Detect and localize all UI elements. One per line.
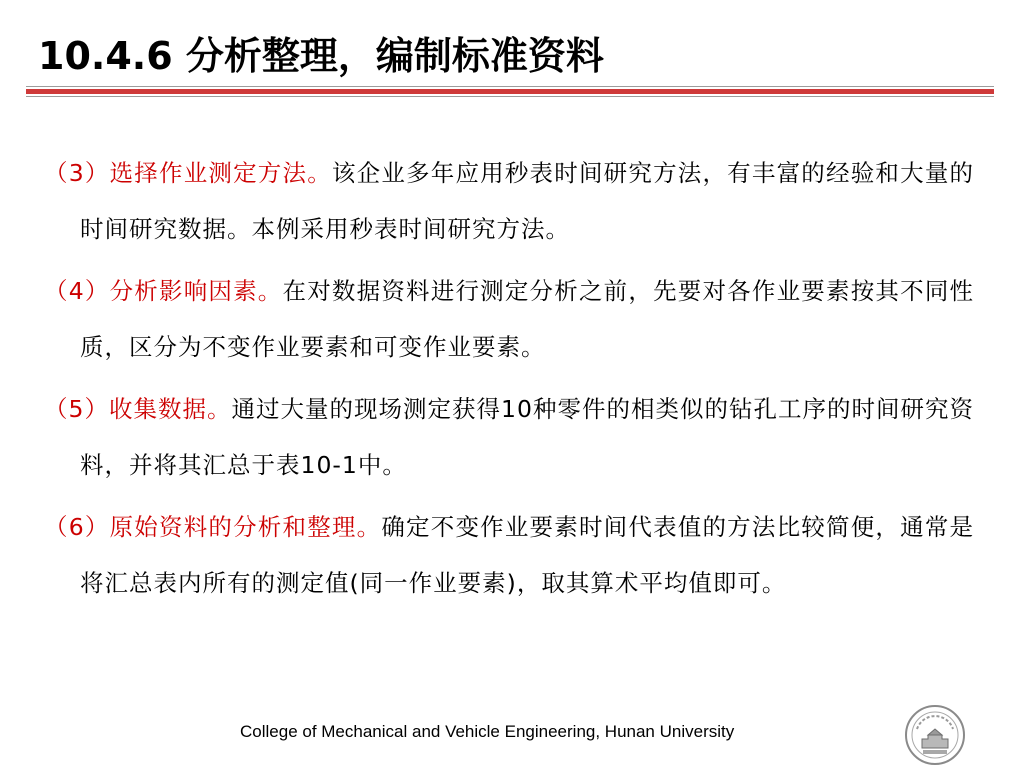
step-5-heading: 收集数据。 [108,395,232,423]
paragraph-step-3 [44,145,974,257]
step-4-body: 在对数据资料进行测定分析之前，先要对各作业要素按其不同性质，区分为不变作业要素和可变作业要素。 [80,277,975,361]
step-5-body: 通过大量的现场测定获得10种零件的相类似的钻孔工序的时间研究资料，并将其汇总于表10-1中。 [80,395,975,479]
title-divider-top [26,86,994,87]
paragraph-step-5 [44,381,974,493]
slide-body [44,145,974,617]
step-3-number: （3） [44,159,110,187]
title-divider-accent [26,89,994,94]
footer-institution: College of Mechanical and Vehicle Engineering, Hunan University [240,722,735,741]
title-divider-bottom [26,96,994,97]
step-4-number: （4） [44,277,110,305]
step-6-heading: 原始资料的分析和整理。 [109,513,382,541]
university-seal-icon [904,704,966,766]
step-3-body: 该企业多年应用秒表时间研究方法，有丰富的经验和大量的时间研究数据。本例采用秒表时间研究方法。 [80,159,975,243]
step-4-heading: 分析影响因素。 [109,277,283,305]
paragraph-step-4 [44,263,974,375]
step-5-number: （5） [44,395,109,423]
step-6-number: （6） [44,513,110,541]
step-3-heading: 选择作业测定方法。 [109,159,332,187]
slide-title: 10.4.6 分析整理，编制标准资料 [38,34,604,78]
paragraph-step-6 [44,499,974,611]
step-6-body: 确定不变作业要素时间代表值的方法比较简便，通常是将汇总表内所有的测定值(同一作业要素)，取其算术平均值即可。 [80,513,975,597]
